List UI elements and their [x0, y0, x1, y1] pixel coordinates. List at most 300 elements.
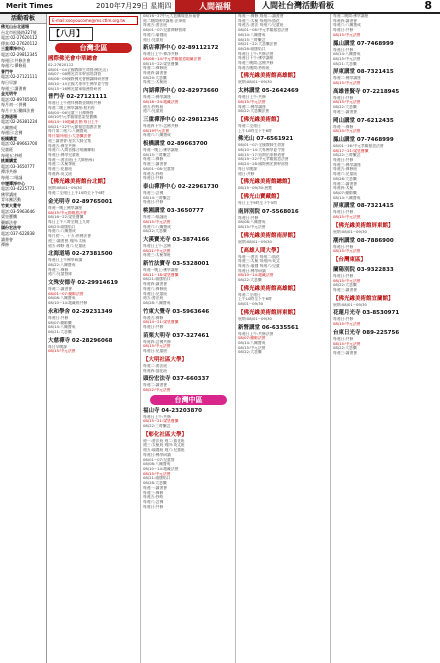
month-heading: 【八月】	[49, 27, 93, 41]
listing-detail: 每週二:佛學講座	[333, 76, 361, 81]
listing-detail: 每週六:八關齋戒	[48, 229, 76, 234]
listing-detail: 08/15~09/30:展覽	[238, 186, 272, 191]
listing-detail: 08/15:中元法會	[48, 349, 76, 354]
listing-detail: 每週三:太極 每週四:英文	[238, 259, 280, 264]
listing-detail: 每週一:書法 每週二:插花	[238, 254, 280, 259]
listing-detail: 每週三:讀書會	[333, 288, 358, 293]
listing-detail: 每週三:讀書會	[333, 109, 358, 114]
listing-detail: 08/15:三時繫念	[238, 37, 266, 42]
column-1	[47, 14, 140, 663]
listing-detail: 週日:共修	[238, 171, 255, 176]
sidebar-line: 八關齋戒	[1, 124, 17, 130]
listing-detail: 每週四:念佛共修	[143, 339, 171, 344]
listing-detail: 08/08~14:中元孝親報恩地藏法會	[143, 56, 202, 61]
listing-title: 桃園講堂 03-3650777	[143, 208, 204, 215]
listing-title: 【佛光緣美術館南屏館】	[238, 232, 299, 239]
listing-detail: 每週日:共修	[333, 317, 354, 322]
listing-detail: 08/28:大悲懺	[333, 176, 357, 181]
listing-title: 屏東講堂 08-7321415	[333, 203, 394, 210]
listing-detail: 每週日:共修	[143, 325, 164, 330]
listing-detail: 08/24~28:國際佛光會幹部營	[238, 162, 289, 167]
listing-title: 【佛光緣美術館台北館】	[48, 179, 109, 186]
listing-detail: 08/14:三時繫念	[143, 195, 171, 200]
listing-detail: 每週日上午:共修	[143, 414, 171, 419]
listing-detail: 08/01~07:全國教師生命營	[238, 143, 285, 148]
sidebar-line: 每日早課	[1, 79, 17, 85]
listing-detail: 每週日:共修	[333, 336, 354, 341]
brand-logo: 人間福報	[175, 0, 255, 12]
sidebar-line: 電話:03-4225771	[1, 186, 35, 192]
page-number: 8	[424, 0, 432, 12]
listing-detail: 08/01~07:兒童營	[143, 457, 175, 462]
listing-detail: 08/21~22:大悲懺法會	[238, 42, 278, 47]
listing-detail: 每週四:讀書會	[333, 18, 358, 23]
listing-detail: 08/21:瑜伽焰口	[143, 277, 171, 282]
listing-detail: 每週五:抄經	[143, 495, 164, 500]
listing-detail: 08/22:八關齋戒	[48, 262, 76, 267]
listing-title: 屏東講堂 08-7321415	[333, 69, 394, 76]
listing-title: 【佛光緣美術館高雄館】	[238, 285, 299, 292]
listing-detail: 週一:書法班 週二:插花班	[143, 438, 185, 443]
column-divider	[140, 14, 141, 663]
listing-detail: 08/21~22中元節報恩超薦法會	[48, 124, 102, 129]
listing-detail: 週五:禪修 週六:兒童班	[48, 243, 86, 248]
listing-detail: 每週一晚上:佛學講座	[143, 268, 179, 273]
listing-detail: 每週五:禪坐共修	[48, 143, 76, 148]
listing-detail: 08/22:大悲懺	[333, 105, 357, 110]
listing-detail: 08/08:八關齋戒	[238, 220, 266, 225]
listing-detail: 08/15:中元法會	[333, 32, 361, 37]
listing-detail: 08/14:八關齋戒	[238, 32, 266, 37]
listing-title: 【佛光緣美術館宜蘭館】	[333, 295, 394, 302]
listing-title: 金光明寺 02-89765001	[48, 198, 113, 205]
listing-detail: 每週四:英文班	[48, 171, 73, 176]
listing-detail: 08/18~24:地藏法會	[143, 99, 179, 104]
listing-detail: 週三讀書會:星雲大師全集	[48, 138, 92, 143]
listing-detail: 08/15:中元法會	[333, 341, 361, 346]
listing-detail: 每週三:佛學講座	[333, 162, 361, 167]
listing-detail: 上午10時至下午6時	[238, 297, 272, 302]
listing-detail: 08/01~08:中元孝親報恩法會	[238, 28, 289, 33]
listing-title: 福山寺 04-23203870	[143, 407, 202, 414]
listing-detail: 每月初一、十五:供佛法會	[48, 234, 92, 239]
sidebar-line: 禪淨共修	[1, 169, 17, 175]
listing-detail: 每週日:共修	[333, 158, 354, 163]
listing-detail: 08/22:三時繫念	[143, 424, 171, 429]
sidebar-title: 活動看板	[0, 14, 46, 24]
listing-title: 岡山講堂 07-6212435	[333, 117, 394, 124]
listing-detail: 08/08:八關齋戒	[48, 296, 76, 301]
listing-detail: 每週日上午:共修法會	[238, 331, 274, 336]
listing-title: 大溪寶光寺 03-3874166	[143, 236, 210, 243]
sidebar-line: 每週五:抄經	[1, 152, 23, 158]
listing-detail: 08/22:三時繫念	[333, 153, 361, 158]
sidebar-line: 電話:037-622838	[1, 230, 35, 236]
listing-detail: 每週三:太極 每週四:插花	[238, 18, 280, 23]
column-divider	[330, 14, 331, 663]
column-2-listings-central	[142, 407, 235, 510]
listing-detail: 08/15~22:梁皇寶懺	[143, 61, 179, 66]
listing-detail: 每週一:書法班(王大師指導)	[48, 157, 95, 162]
sidebar-line: 電話:03-3650777	[1, 163, 35, 169]
listing-detail: 每週三:禪修	[143, 490, 164, 495]
listing-detail: 每週六:八關齋戒	[143, 224, 171, 229]
listing-detail: 週三:太極班 週四:英文班	[143, 443, 185, 448]
listing-detail: 週二晚間佛學講座:法華經	[143, 18, 187, 23]
listing-detail: 08/15:三時繫念	[143, 152, 171, 157]
listing-detail: 08/01~16:中元孝親報恩法會	[333, 143, 384, 148]
listing-detail: 08/08~09國際佛光會檀講師研習會	[48, 77, 109, 82]
listing-detail: 08/22:大悲懺法會	[238, 109, 270, 114]
listing-detail: 08/22:大悲懺	[333, 283, 357, 288]
sidebar-line: 藥師法會	[1, 219, 17, 225]
sidebar-line: 每月十五:藥師法會	[1, 107, 35, 113]
sidebar-line: 佛學講座	[1, 191, 17, 197]
listing-detail: 每週六:人間音緣合唱團練唱	[48, 148, 95, 153]
sidebar-line: 每週日:念佛	[1, 130, 23, 136]
sidebar-line: 電話:02-89765001	[1, 96, 38, 102]
sidebar-line: 中壢禪淨中心	[1, 180, 25, 186]
listing-title: 文殊安德寺 02-29914619	[48, 280, 118, 287]
listing-detail: 08/21:瑜伽焰口	[143, 476, 171, 481]
column-2	[142, 14, 235, 663]
listing-detail: 每週二:禪修班	[143, 66, 168, 71]
listing-detail: 每週日上午:共修法會	[238, 51, 274, 56]
listing-title: 佛光山 07-6561921	[238, 136, 294, 143]
listing-detail: 週六:兒童班	[143, 109, 164, 114]
listing-title: 板橋講堂 02-89663700	[143, 141, 208, 148]
listing-detail: 08/15~21:梁皇寶懺	[143, 419, 179, 424]
listing-detail: 08/15:中元法會	[333, 56, 361, 61]
listing-detail: 每週日:共修	[143, 176, 164, 181]
listing-detail: 每週二晚間:佛學講座	[333, 14, 369, 18]
sidebar-line: 頭份宏法寺	[1, 225, 21, 231]
listing-title: 泰山禪淨中心 02-22961730	[143, 183, 219, 190]
column-3	[237, 14, 330, 663]
listing-title: 太林講堂 05-2642469	[238, 88, 299, 95]
sidebar-line: 每週三:讀書會	[1, 85, 27, 91]
listing-detail: 展期:08/01~09/30	[238, 239, 272, 244]
listing-detail: 每日早晚課	[238, 166, 257, 171]
listing-detail: 每週五晚間:抄經班	[238, 65, 270, 70]
sidebar-line: 讀書會	[1, 236, 13, 242]
listing-detail: 展期:08/01~09/30	[333, 302, 367, 307]
listing-title: 【彰化社區大學】	[143, 431, 188, 438]
listing-detail: 08/11~18:梁皇寶懺	[143, 272, 179, 277]
listing-title: 【佛光緣美術館】	[238, 116, 283, 123]
listing-detail: 展期:08/01~09/30	[48, 186, 82, 191]
listing-detail: 每週日:共修	[48, 315, 69, 320]
listing-detail: 週五:抄經班	[143, 104, 164, 109]
listing-title: 鳳山講堂 07-7468999	[333, 40, 394, 47]
listing-detail: 週三:讀書會 週四:太極	[48, 238, 86, 243]
listing-detail: 每週三:花藝班	[48, 167, 73, 172]
listing-detail: 08/23:瑜伽焰口	[48, 224, 76, 229]
column-1-listings	[47, 55, 140, 354]
listing-detail: 每日早晚課	[48, 344, 67, 349]
listing-title: 永和學舍 02-29231349	[48, 308, 113, 315]
listing-detail: 每週日:佛學研讀	[238, 268, 266, 273]
listing-detail: 08/16~22:梁皇寶懺	[48, 215, 84, 220]
listing-detail: 每週二:太極拳班	[48, 162, 76, 167]
listing-detail: 每週日:兒童班	[143, 349, 168, 354]
listing-detail: 08/07:藥師懺	[333, 190, 357, 195]
listing-detail: 展期:08/01~09/30	[238, 316, 272, 321]
listing-detail: 08/15:中元法會	[238, 345, 266, 350]
listing-detail: 每週二:讀書會	[48, 287, 73, 292]
listing-detail: 08/14~19地藏法會:每日上午	[48, 120, 99, 125]
listing-detail: 每週三:太極班	[143, 80, 168, 85]
listing-title: 【佛光山寶藏館】	[238, 193, 283, 200]
column-divider	[235, 14, 236, 663]
listing-title: 花蓮月光寺 03-8530971	[333, 310, 400, 317]
listing-detail: 每週日上午禮拜佛教金剛經共修	[48, 101, 102, 106]
listing-detail: 每週日:共修	[143, 200, 164, 205]
listing-detail: 每週日上午:念佛	[143, 243, 171, 248]
listing-detail: 08/21:中元法會	[143, 248, 171, 253]
listing-detail: 08/14:八關齋戒	[333, 52, 361, 57]
listing-title: 高雄普賢寺 07-2218945	[333, 88, 400, 95]
listing-title: 三重禪淨中心 02-29812345	[143, 116, 219, 123]
listing-detail: 08/10~14:地藏經共修	[48, 301, 88, 306]
listing-detail: 08/01~07:兒童禪修營隊	[143, 28, 187, 33]
listing-detail: 每週五:禪修	[143, 315, 164, 320]
listing-detail: 08/19~22:中元孝親報恩法會	[238, 157, 289, 162]
listing-detail: 08/28:大悲懺	[143, 481, 167, 486]
listing-detail: 每週二:佛學講座	[143, 95, 171, 100]
listing-detail: 每週四下午:念佛共修	[143, 123, 179, 128]
listing-detail: 08/22:中元法會	[143, 387, 171, 392]
listing-detail: 每週日:共修	[333, 47, 354, 52]
listing-detail: 每週一:禪修	[333, 124, 354, 129]
listing-detail: 每週日:共修	[143, 504, 164, 509]
listing-detail: 08/10~14:地藏法會	[238, 273, 274, 278]
sidebar-line: 佛光山台北道場	[1, 24, 29, 29]
listing-detail: 每週四:太極	[333, 186, 354, 191]
sidebar-line: 電話:03-5963646	[1, 208, 35, 214]
sidebar-line: 禪修	[1, 242, 9, 248]
listing-detail: 每週日:佛學兒童班	[48, 152, 80, 157]
listing-detail: 週六:兒童營隊	[48, 272, 73, 277]
listing-title: 普門寺 02-27121111	[48, 94, 107, 101]
listing-detail: 每週日下午:佛學講座	[238, 56, 274, 61]
sidebar-line: 北海道場	[1, 113, 17, 119]
sidebar-line: 板橋講堂	[1, 135, 17, 141]
listing-detail: 08/22:大悲懺	[238, 278, 262, 283]
listing-detail: 每月第四週日:大悲懺法會	[48, 134, 92, 139]
listing-detail: 08/15~17:短期出家修道會	[238, 152, 285, 157]
listing-detail: 08/15:中元法會	[333, 215, 361, 220]
listing-detail: 08/15:中元法會	[333, 249, 361, 254]
listing-title: 【大明社區大學】	[143, 356, 188, 363]
listing-detail: 08/28:八關齋戒	[143, 300, 171, 305]
sidebar-line: 台北市松隆路327號	[1, 29, 37, 35]
listing-detail: 每日上午9時至下午5時	[238, 200, 278, 205]
listing-detail: 每週日:共修	[333, 28, 354, 33]
listing-detail: 每週三:太極拳班	[143, 253, 171, 258]
listing-detail: 08/15:中元法會	[238, 225, 266, 230]
sidebar-line: 青年團活動	[1, 197, 21, 203]
section-title: 人間社台灣活動看板	[262, 1, 334, 10]
sidebar-line: 三重禪淨中心	[1, 46, 25, 52]
listing-detail: 每週三晚間:念佛共修	[238, 61, 274, 66]
listing-detail: 每週日:共修	[333, 273, 354, 278]
listing-detail: 每週五:禪修班	[333, 167, 358, 172]
listing-detail: 每週六:念佛	[143, 499, 164, 504]
listing-detail: 08/01~09/30	[238, 302, 264, 307]
listing-detail: 08/15:中元法會	[333, 322, 361, 327]
listing-detail: 每週二:唱誦班	[143, 215, 168, 220]
listing-detail: 08/15:中元法會	[143, 471, 171, 476]
listing-detail: 08/10~14:大專佛學夏令營	[238, 148, 285, 153]
listing-detail: 08/22:大悲懺	[333, 346, 357, 351]
listing-title: 台東日光寺 089-225756	[333, 329, 400, 336]
header-date: 2010年7月29日 星期四	[96, 2, 172, 10]
listing-detail: 08/15:中元法會	[143, 344, 171, 349]
listing-detail: 08/07~08佛光青年幹部培訓營	[48, 72, 102, 77]
listing-detail: 每週三:讀書會	[333, 350, 358, 355]
listing-detail: 每週三:讀書會	[143, 162, 168, 167]
listing-title: 潮州講堂 08-7886900	[333, 237, 394, 244]
sidebar-line: 每週六:禪修班	[1, 63, 27, 69]
listing-detail: 每週二晚上佛學講座:般若經	[48, 105, 95, 110]
listing-detail: 每週二:禪修	[143, 157, 164, 162]
listing-detail: 08/14:八關齋戒	[333, 195, 361, 200]
sidebar-line: 竹東大覺寺	[1, 203, 21, 208]
listing-detail: 每週日:兒童班	[143, 291, 168, 296]
listing-detail: 08/15:中元法會	[238, 99, 266, 104]
listing-title: 【佛光緣美術館屏東館】	[333, 222, 394, 229]
sidebar-line: 兒童班	[1, 147, 13, 153]
sidebar-line: 電話:02-26381234	[1, 119, 38, 125]
listing-title: 鳳山講堂 07-7468999	[333, 136, 394, 143]
listing-detail: 每週日上午:共修	[238, 95, 266, 100]
listing-detail: 08/15:中元法會	[333, 278, 361, 283]
listing-title: 新營講堂 06-6335561	[238, 324, 299, 331]
listing-detail: 每週四:插花班	[143, 368, 168, 373]
sidebar	[0, 14, 47, 663]
listing-detail: 每週日:佛學研讀	[143, 452, 171, 457]
listing-detail: 08/15:中元法會	[333, 100, 361, 105]
listing-detail: 08/07:藥師法會	[238, 336, 266, 341]
listing-detail: 每週日:共修	[333, 210, 354, 215]
listing-detail: 每週六:瑜伽班	[143, 32, 168, 37]
listing-detail: 每週二:讀書會	[143, 383, 168, 388]
listing-detail: 展期:08/01~09/30	[238, 80, 272, 85]
listing-detail: 每週二至週日	[238, 123, 261, 128]
listing-detail: 每週日:共修	[333, 244, 354, 249]
listing-detail: 展期:08/01~09/30	[333, 229, 367, 234]
listing-detail: 08/21:大悲懺	[48, 329, 72, 334]
listing-detail: 08/17~21:梁皇寶懺	[333, 148, 369, 153]
column-3-listings	[237, 14, 330, 355]
listing-title: 內湖禪淨中心 02-82973660	[143, 88, 219, 95]
listing-detail: 08/14:八關齋戒	[238, 340, 266, 345]
column-4	[332, 14, 438, 663]
listing-title: 【佛光緣美術館屏東館】	[238, 309, 299, 316]
listing-title: 【佛光緣美術館高雄館】	[238, 73, 299, 80]
listing-detail: 08/01~08:兒童營	[143, 166, 175, 171]
sidebar-line: 每週二:唱誦	[1, 175, 23, 181]
listing-detail: 每週一晚上:佛學講座	[143, 148, 179, 153]
sidebar-line: 梁皇寶懺	[1, 214, 17, 220]
listing-detail: 08/16~27中元大悲懺報恩祈福會	[143, 14, 200, 18]
listing-detail: 週日:兒童班	[143, 37, 164, 42]
sidebar-line: 每週日:共修法會	[1, 57, 31, 63]
sidebar-line: 電話:02-89663700	[1, 141, 38, 147]
listing-detail: 08/14:八關齋戒	[48, 325, 76, 330]
listing-detail: 08/22:大悲懺	[143, 229, 167, 234]
header-left: Merit Times	[6, 2, 53, 10]
page-header	[0, 0, 440, 12]
listing-detail: 08/28:瑜伽焰口	[238, 46, 266, 51]
listing-detail: 08/10中元孝親報恩梁皇寶懺	[48, 115, 97, 120]
listing-detail: 每月第二週六:八關齋戒	[48, 129, 88, 134]
sidebar-line: 傳真:02-27620112	[1, 40, 38, 46]
listing-detail: 週五:瑜伽班 週六:兒童班	[143, 448, 185, 453]
listing-title: 新店禪淨中心 02-89112172	[143, 45, 219, 52]
listing-detail: 每週六:八關齋戒	[143, 133, 171, 138]
listing-detail: 08/04~06兒童三日禪修營	[48, 110, 94, 115]
listing-detail: 08/08:八關齋戒	[143, 462, 171, 467]
listing-detail: 每週一:禪修 每週二:讀書會	[238, 14, 284, 18]
region-banner-north: 台灣北區	[55, 43, 132, 53]
listing-detail: 每日上午八時至晚上九時	[48, 219, 90, 224]
region-banner-central: 台灣中區	[150, 395, 227, 405]
listing-detail: 每週五:抄經	[143, 171, 164, 176]
listing-title: 【台灣東區】	[333, 256, 367, 263]
listing-title: 北海道場 02-27381500	[48, 251, 113, 258]
listing-detail: 每週二:佛學講座	[238, 104, 266, 109]
sidebar-line: 桃園講堂	[1, 158, 17, 164]
listing-title: 苗栗大明寺 037-327461	[143, 332, 210, 339]
listing-detail: 每週二至週日上午10時至下午6時	[48, 191, 105, 196]
listing-detail: 08/07:藥師懺	[48, 320, 72, 325]
listing-detail: 08/21:大悲懺	[333, 61, 357, 66]
listing-detail: 每週二:讀書會	[333, 181, 358, 186]
listing-detail: 08/14~21:梁皇寶懺	[143, 320, 179, 325]
listing-detail: 08/22:大悲懺	[238, 350, 262, 355]
listing-detail: 每週三:禪修	[48, 267, 69, 272]
listing-detail: 每週二至週日	[238, 292, 261, 297]
listing-detail: 每週一晚上佛學講座	[48, 205, 83, 210]
listing-detail: 08/01~07:藥師法會	[48, 291, 84, 296]
listing-detail: 上午10時至下午6時	[238, 128, 272, 133]
contact-email: E-mail:sooyoucome@ms.ctlm.org.tw	[49, 16, 138, 25]
sidebar-line: 金光明寺	[1, 91, 17, 97]
column-4-listings	[332, 14, 438, 356]
listing-detail: 08/10~14:地藏法會	[143, 467, 179, 471]
listing-detail: 每週五:書法班	[143, 23, 168, 28]
listing-detail: 每週日:共修	[333, 95, 354, 100]
listing-detail: 每週一:讀書會	[143, 485, 168, 490]
listing-detail: 08/01~04全國教師生命營(佛光山)	[48, 67, 108, 72]
listing-detail: 08/15:中元法會	[333, 129, 361, 134]
listing-detail: 08/29:大悲懺	[143, 75, 167, 80]
listing-title: 【佛光緣美術館總館】	[238, 179, 294, 186]
listing-detail: 每週五:書法 每週六:兒童班	[238, 23, 284, 28]
listing-title: 大慈禪寺 02-28296068	[48, 337, 113, 344]
listing-detail: 每週日上午:禪淨共修	[143, 52, 179, 57]
listing-detail: 週五:書法班	[143, 296, 164, 301]
listing-title: 【高雄人間大學】	[238, 247, 283, 254]
listing-detail: 08/10~14全國大專學生佛學夏令營	[48, 81, 109, 86]
listing-detail: 每週四:讀書會	[143, 71, 168, 76]
listing-title: 國際佛光會中華總會	[48, 56, 98, 62]
listing-title: 南屏別院 07-5568016	[238, 208, 299, 215]
sidebar-line: 電話:02-27620112	[1, 35, 38, 41]
listing-detail: 每週三:念佛	[143, 190, 164, 195]
